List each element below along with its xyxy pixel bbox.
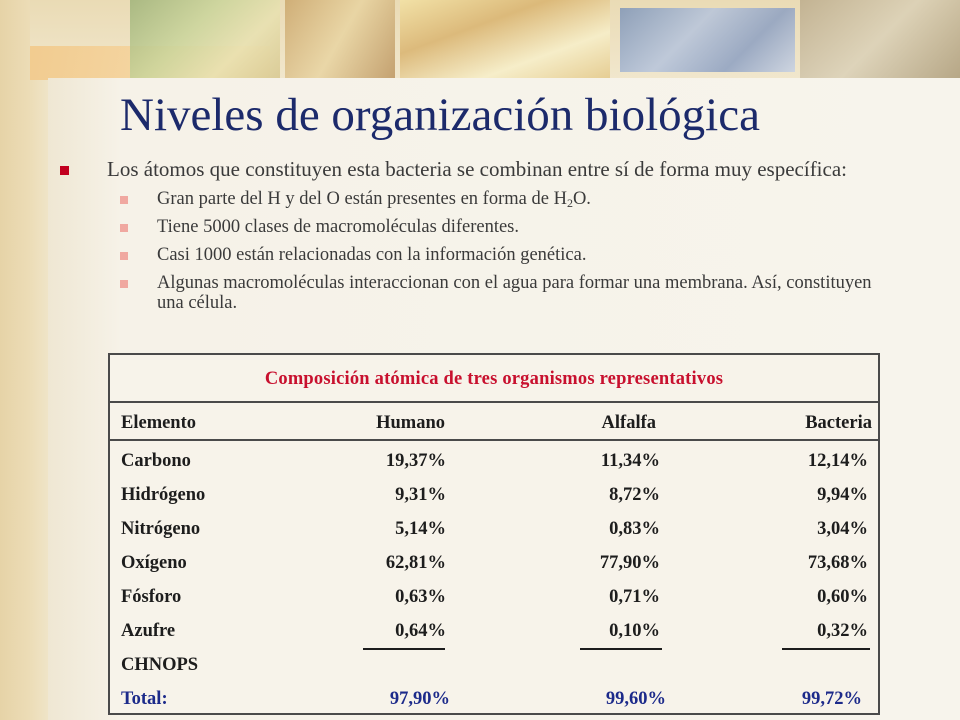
cell-alfalfa: 0,10% [609,621,660,641]
table-row [110,479,878,513]
cell-bacteria: 73,68% [807,553,868,573]
square-bullet-icon [120,224,128,232]
collage-image [400,0,610,78]
table-row [110,581,878,615]
cell-bacteria: 0,32% [817,621,868,641]
table-row-total [110,683,878,717]
table-row [110,445,878,479]
header-human: Humano [376,413,445,433]
cell-bacteria: 9,94% [817,485,868,505]
cell-alfalfa: 77,90% [599,553,660,573]
cell-element: Hidrógeno [121,485,206,505]
header-element: Elemento [121,413,197,433]
cell-element: Oxígeno [121,553,187,573]
cell-alfalfa: 11,34% [600,451,660,471]
cell-element: Fósforo [121,587,182,607]
collage-image [620,8,795,72]
collage-image [285,0,395,78]
cell-alfalfa: 0,71% [609,587,660,607]
cell-total-human: 97,90% [389,689,450,709]
square-bullet-icon [120,196,128,204]
header-alfalfa: Alfalfa [601,413,656,433]
bullet-item [60,158,880,181]
sub-bullet-text: Tiene 5000 clases de macromoléculas diferentes. [157,217,520,237]
collage-image [130,0,280,78]
table-title: Composición atómica de tres organismos representativos [110,355,878,403]
bullet-list [60,158,880,313]
sub-bullet-item [60,273,880,313]
cell-human: 9,31% [395,485,446,505]
square-bullet-icon [120,252,128,260]
sub-bullet-text: Gran parte del H y del O están presentes en forma de H [157,189,567,209]
cell-bacteria: 12,14% [807,451,868,471]
slide-title: Niveles de organización biológica [120,89,760,141]
cell-group-label: CHNOPS [121,655,199,675]
header-bacteria: Bacteria [805,413,872,433]
cell-total-label: Total: [121,689,168,709]
table-row [110,547,878,581]
sub-bullet-item [60,245,880,265]
cell-bacteria: 0,60% [817,587,868,607]
cell-human: 5,14% [395,519,446,539]
cell-total-alfalfa: 99,60% [605,689,666,709]
cell-element: Azufre [121,621,176,641]
subscript-two: 2 [566,196,573,210]
sub-bullet-text: Casi 1000 están relacionadas con la información genética. [157,245,587,265]
cell-total-bacteria: 99,72% [801,689,862,709]
cell-human: 0,64% [395,621,446,641]
sub-bullet-text: Algunas macromoléculas interaccionan con el agua para formar una membrana. Así, constituyen una célula. [157,273,872,313]
table-row [110,513,878,547]
collage-image [800,0,960,78]
cell-human: 62,81% [385,553,446,573]
sub-bullet-item [60,217,880,237]
sub-bullet-text-end: O. [572,189,591,209]
cell-human: 0,63% [395,587,446,607]
table-row [110,615,878,649]
square-bullet-icon [120,280,128,288]
cell-element: Carbono [121,451,191,471]
bullet-text: Los átomos que constituyen esta bacteria se combinan entre sí de forma muy específica: [107,157,847,181]
background-left-border [0,0,48,720]
cell-element: Nitrógeno [121,519,201,539]
cell-alfalfa: 8,72% [609,485,660,505]
cell-alfalfa: 0,83% [609,519,660,539]
cell-bacteria: 3,04% [817,519,868,539]
table-row-group-label [110,649,878,683]
composition-table [108,353,880,715]
sub-bullet-item [60,189,880,209]
table-header-row [110,403,878,441]
square-bullet-icon [60,166,69,175]
cell-human: 19,37% [385,451,446,471]
